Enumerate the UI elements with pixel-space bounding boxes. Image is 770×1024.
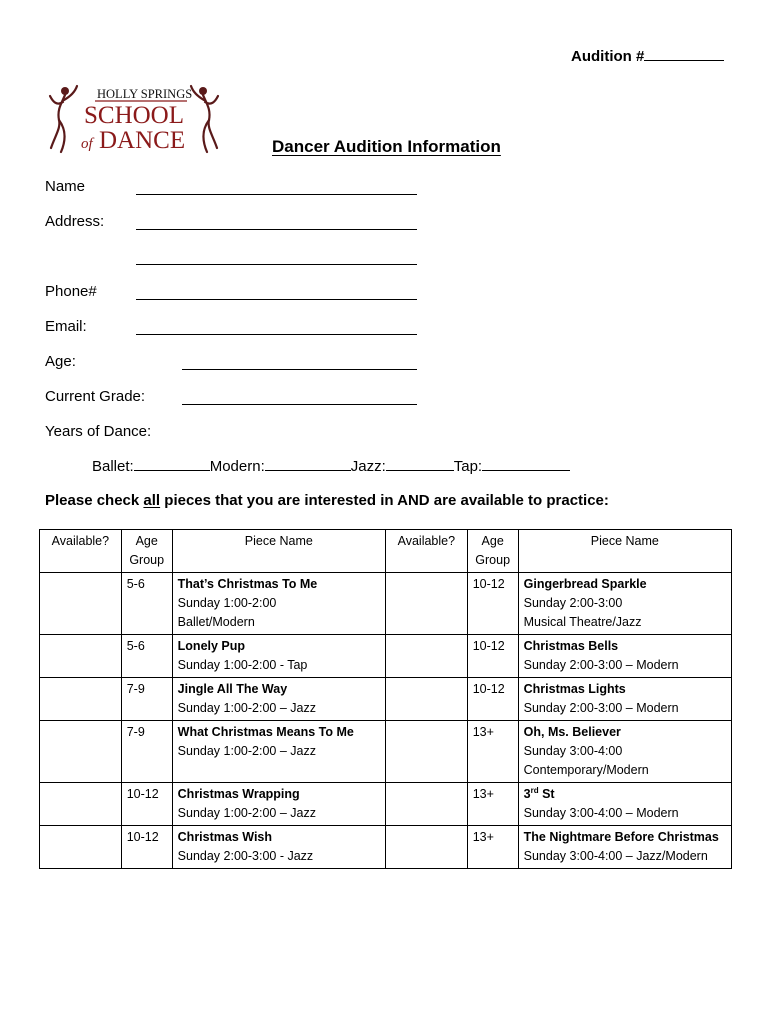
available-header-left: Available? [40, 530, 122, 573]
jazz-field[interactable] [386, 458, 454, 471]
table-row [40, 635, 732, 678]
table-row [40, 721, 732, 783]
piece-time: Sunday 3:00-4:00 [523, 744, 623, 758]
jazz-label: Jazz: [350, 458, 386, 475]
piece-name-main: 3 [523, 787, 531, 801]
piece-name: Christmas Wish [177, 830, 273, 844]
age-group-cell: 7-9 [121, 721, 172, 783]
piece-name: Christmas Wrapping [177, 787, 300, 801]
piece-cell [172, 826, 385, 869]
piece-cell [518, 721, 731, 783]
ballet-label: Ballet: [92, 458, 134, 475]
piece-name: What Christmas Means To Me [177, 725, 354, 739]
available-checkbox-cell[interactable] [40, 573, 122, 635]
piece-time: Sunday 2:00-3:00 – Modern [523, 701, 679, 715]
grade-label: Current Grade: [45, 388, 146, 405]
logo-line3: DANCE [99, 127, 186, 154]
audition-number-field[interactable] [644, 48, 724, 61]
piece-cell [518, 573, 731, 635]
piece-name-sup: rd [530, 785, 539, 795]
age-group-header-right: Age Group [467, 530, 518, 573]
available-checkbox-cell[interactable] [40, 635, 122, 678]
school-logo [47, 82, 221, 156]
piece-cell [518, 678, 731, 721]
available-checkbox-cell[interactable] [385, 783, 467, 826]
instructions [45, 492, 609, 509]
age-group-cell: 10-12 [121, 783, 172, 826]
piece-name: Christmas Lights [523, 682, 626, 696]
available-checkbox-cell[interactable] [385, 826, 467, 869]
piece-name-header-left: Piece Name [172, 530, 385, 573]
address-label: Address: [45, 213, 105, 230]
piece-name [524, 785, 726, 804]
available-checkbox-cell[interactable] [40, 826, 122, 869]
age-label: Age: [45, 353, 76, 370]
phone-field[interactable] [136, 299, 417, 300]
piece-time: Sunday 1:00-2:00 – Jazz [177, 744, 316, 758]
left-dancer-icon [50, 86, 77, 152]
tap-field[interactable] [482, 458, 570, 471]
piece-name: Lonely Pup [177, 639, 246, 653]
tap-label: Tap: [453, 458, 483, 475]
age-group-cell: 10-12 [467, 635, 518, 678]
piece-cell [172, 573, 385, 635]
piece-time: Sunday 2:00-3:00 – Modern [523, 658, 679, 672]
available-checkbox-cell[interactable] [40, 783, 122, 826]
ballet-field[interactable] [134, 458, 210, 471]
years-of-dance-label: Years of Dance: [45, 423, 152, 440]
piece-name-rest: St [538, 787, 555, 801]
right-dancer-icon [191, 86, 218, 152]
available-checkbox-cell[interactable] [385, 721, 467, 783]
table-header-row [40, 530, 732, 573]
instructions-after: pieces that you are interested in AND are available to practice: [160, 492, 609, 509]
piece-style: Musical Theatre/Jazz [523, 615, 642, 629]
piece-style: Ballet/Modern [177, 615, 255, 629]
piece-name-header-right: Piece Name [518, 530, 731, 573]
available-checkbox-cell[interactable] [40, 721, 122, 783]
piece-name: Gingerbread Sparkle [523, 577, 647, 591]
age-field[interactable] [182, 369, 417, 370]
available-header-right: Available? [385, 530, 467, 573]
age-group-cell: 10-12 [467, 573, 518, 635]
instructions-before: Please check [45, 492, 144, 509]
audition-label: Audition # [571, 48, 645, 65]
piece-cell [172, 635, 385, 678]
piece-name: Jingle All The Way [177, 682, 288, 696]
piece-name: The Nightmare Before Christmas [523, 830, 719, 844]
piece-cell [172, 721, 385, 783]
address-field-line1[interactable] [136, 229, 417, 230]
piece-cell [172, 678, 385, 721]
piece-name: That’s Christmas To Me [177, 577, 318, 591]
age-group-cell: 10-12 [467, 678, 518, 721]
age-group-cell: 13+ [467, 826, 518, 869]
table-row [40, 783, 732, 826]
piece-time: Sunday 1:00-2:00 - Tap [177, 658, 308, 672]
piece-time: Sunday 1:00-2:00 – Jazz [177, 701, 316, 715]
age-group-cell: 7-9 [121, 678, 172, 721]
grade-field[interactable] [182, 404, 417, 405]
piece-time: Sunday 1:00-2:00 – Jazz [177, 806, 316, 820]
modern-field[interactable] [265, 458, 351, 471]
available-checkbox-cell[interactable] [385, 635, 467, 678]
table-row [40, 678, 732, 721]
table-row [40, 573, 732, 635]
page-title: Dancer Audition Information [272, 137, 501, 156]
piece-cell [518, 783, 731, 826]
logo-line1: HOLLY SPRINGS [97, 87, 193, 101]
address-field-line2[interactable] [136, 264, 417, 265]
audition-number [571, 48, 724, 65]
piece-time: Sunday 3:00-4:00 – Modern [523, 806, 679, 820]
piece-time: Sunday 2:00-3:00 - Jazz [177, 849, 314, 863]
piece-time: Sunday 2:00-3:00 [523, 596, 623, 610]
age-group-cell: 13+ [467, 783, 518, 826]
email-field[interactable] [136, 334, 417, 335]
age-group-cell: 10-12 [121, 826, 172, 869]
modern-label: Modern: [209, 458, 265, 475]
age-group-header-left: Age Group [121, 530, 172, 573]
piece-style: Contemporary/Modern [523, 763, 649, 777]
email-label: Email: [45, 318, 87, 335]
age-group-cell: 13+ [467, 721, 518, 783]
available-checkbox-cell[interactable] [385, 573, 467, 635]
piece-cell [518, 635, 731, 678]
name-label: Name [45, 178, 86, 195]
available-checkbox-cell[interactable] [385, 678, 467, 721]
piece-time: Sunday 3:00-4:00 – Jazz/Modern [523, 849, 708, 863]
dance-years-row [92, 458, 570, 475]
instructions-emphasis: all [143, 492, 161, 509]
logo-of: of [81, 136, 93, 152]
age-group-cell: 5-6 [121, 635, 172, 678]
piece-name: Christmas Bells [523, 639, 619, 653]
pieces-table [39, 529, 732, 869]
piece-cell [172, 783, 385, 826]
piece-time: Sunday 1:00-2:00 [177, 596, 277, 610]
table-row [40, 826, 732, 869]
phone-label: Phone# [45, 283, 97, 300]
piece-cell [518, 826, 731, 869]
available-checkbox-cell[interactable] [40, 678, 122, 721]
age-group-cell: 5-6 [121, 573, 172, 635]
name-field[interactable] [136, 194, 417, 195]
logo-line2: SCHOOL [84, 102, 185, 129]
piece-name: Oh, Ms. Believer [523, 725, 621, 739]
